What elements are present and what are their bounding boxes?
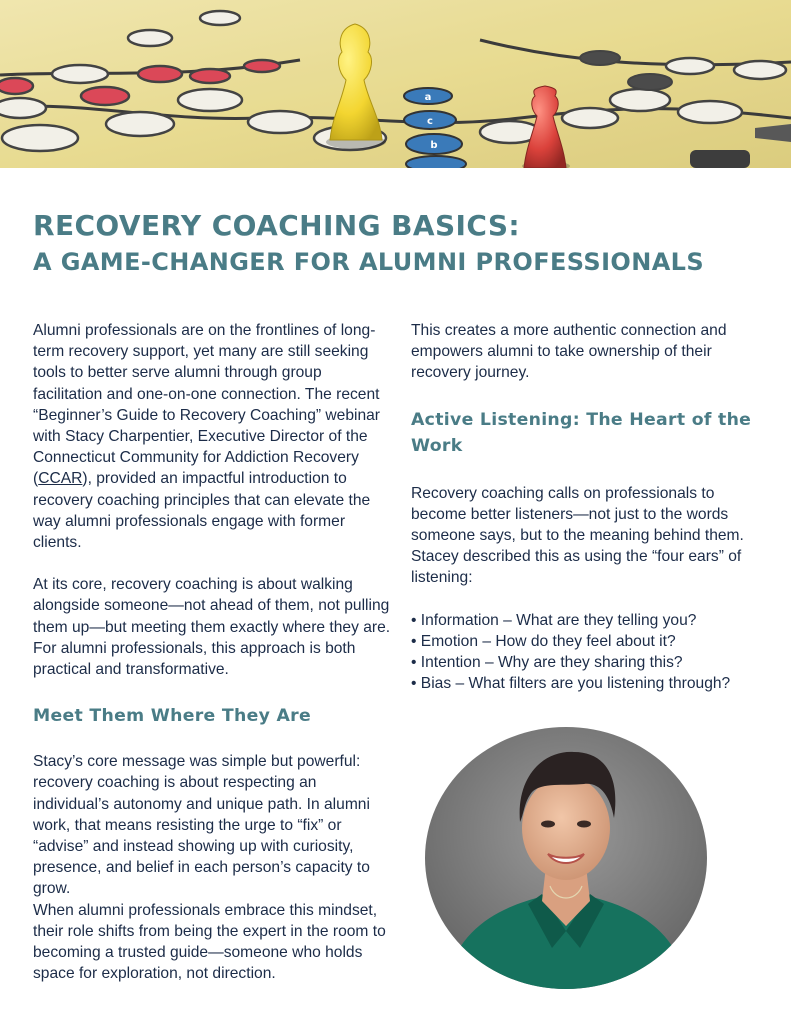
intro-text-after-link: ), provided an impactful introduction to recovery coaching principles that can elevate the way alumni professionals engage with former clients. xyxy=(33,470,371,552)
hero-board-game-image xyxy=(0,0,791,168)
core-paragraph: At its core, recovery coaching is about walking alongside someone—not ahead of them, not pulling them up—but meeting them exactly where they are. For alumni professionals, this approach is both practical and transformative. xyxy=(33,576,391,679)
list-item: • Intention – Why are they sharing this? xyxy=(411,654,683,672)
title-line-1: RECOVERY COACHING BASICS: xyxy=(33,209,520,242)
ccar-link[interactable]: CCAR xyxy=(38,470,83,488)
svg-text:c: c xyxy=(427,116,433,127)
section-heading-meet-them: Meet Them Where They Are xyxy=(33,706,312,727)
section-heading-active-listening: Active Listening: The Heart of the Work xyxy=(411,409,752,456)
mindset-paragraph: When alumni professionals embrace this mindset, their role shifts from being the expert in the room to becoming a trusted guide—someone who holds space for exploration, not direction. xyxy=(33,901,386,983)
right-column xyxy=(411,320,763,694)
listening-paragraph: Recovery coaching calls on professionals to become better listeners—not just to the words someone says, but to the meaning behind them. Stacey described this as using the “four ears” of listening: xyxy=(411,484,744,587)
stacy-message-paragraph: Stacy’s core message was simple but powerful: recovery coaching is about respecting an individual’s autonomy and unique path. In alumni work, that means resisting the urge to “fix” or “advise” and instead showing up with curiosity, presence, and belief in each person’s capacity to grow. xyxy=(33,753,370,898)
list-item: • Emotion – How do they feel about it? xyxy=(411,632,676,650)
svg-text:a: a xyxy=(424,92,432,103)
list-item: • Bias – What filters are you listening through? xyxy=(411,675,731,693)
intro-paragraph xyxy=(33,320,391,553)
intro-text-before-link: Alumni professionals are on the frontlines of long-term recovery support, yet many are still seeking tools to better serve alumni through group facilitation and one-on-one connection. The recent “Beginner’s Guide to Recovery Coaching” webinar with Stacy Charpentier, Executive Director of the Connecticut Community for Addiction Recovery ( xyxy=(33,322,380,488)
title-line-2: A GAME-CHANGER FOR ALUMNI PROFESSIONALS xyxy=(33,248,705,276)
list-item: • Information – What are they telling you? xyxy=(411,611,697,629)
authentic-connection-paragraph: This creates a more authentic connection and empowers alumni to take ownership of their recovery journey. xyxy=(411,322,727,382)
four-ears-list xyxy=(411,610,763,695)
article-title xyxy=(33,208,773,280)
svg-text:b: b xyxy=(430,140,438,151)
portrait-photo xyxy=(424,726,709,991)
left-column xyxy=(33,320,391,984)
